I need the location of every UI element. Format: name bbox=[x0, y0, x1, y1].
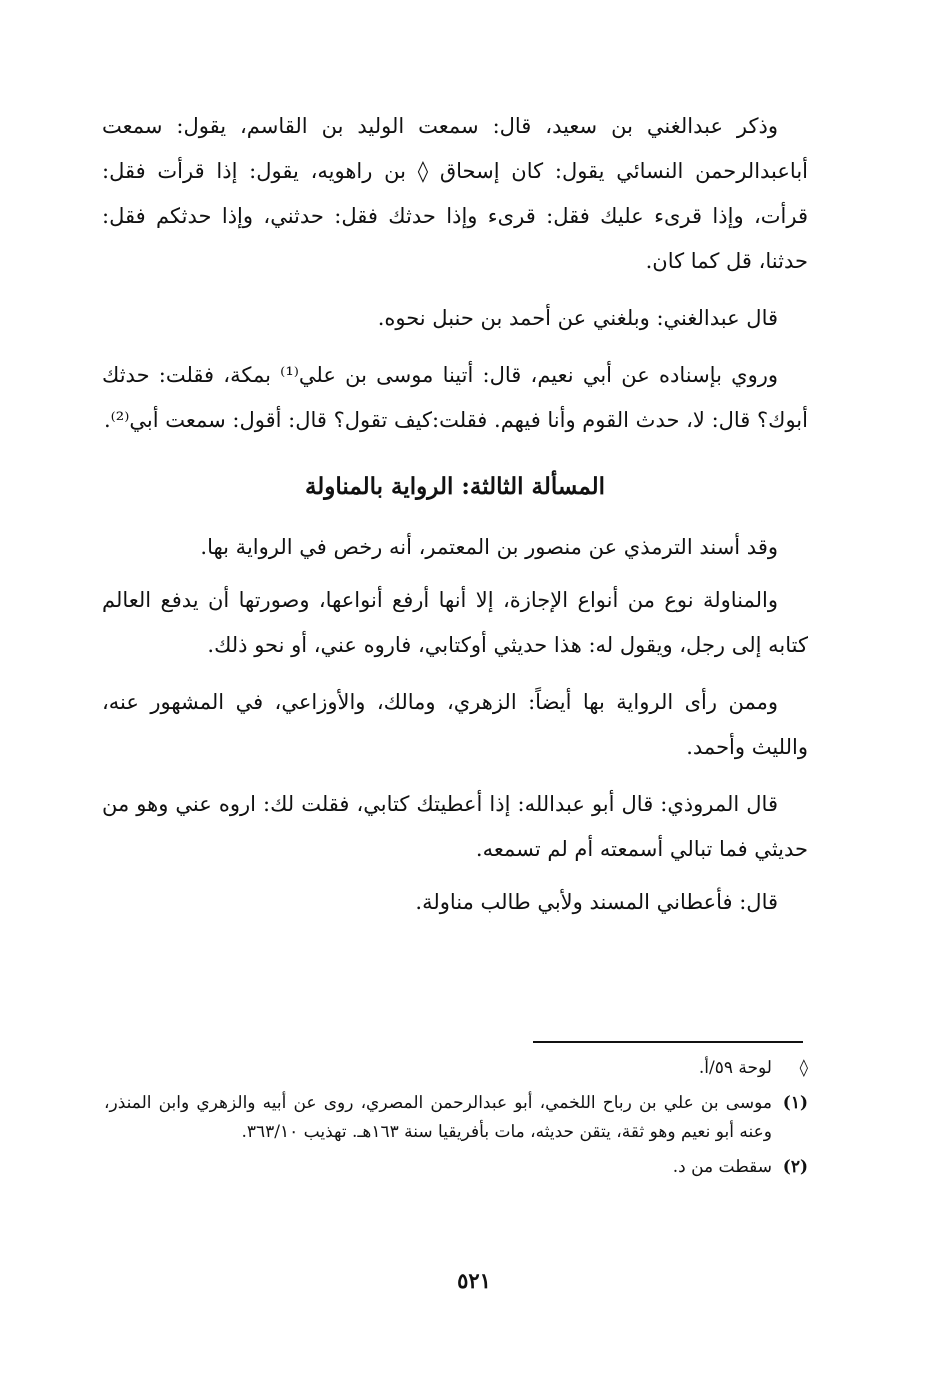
paragraph-tirmidhi: وقد أسند الترمذي عن منصور بن المعتمر، أنه رخص في الرواية بها. bbox=[200, 535, 778, 559]
footnote-separator bbox=[533, 1041, 803, 1043]
footnote-item bbox=[104, 1089, 808, 1147]
footnote-text: سقطت من د. bbox=[672, 1157, 772, 1177]
paragraph-scholars-list: وممن رأى الرواية بها أيضاً: الزهري، ومالك، والأوزاعي، في المشهور عنه، والليث وأحمد. bbox=[102, 690, 808, 759]
page-number: ٥٢١ bbox=[457, 1268, 491, 1293]
paragraph-musnad: قال: فأعطاني المسند ولأبي طالب مناولة. bbox=[415, 890, 778, 914]
paragraph-ahmad-narration: قال عبدالغني: وبلغني عن أحمد بن حنبل نحوه. bbox=[377, 306, 778, 330]
main-text bbox=[102, 104, 808, 937]
footnote-marker: ◊ bbox=[799, 1058, 808, 1078]
footnote-marker: (٢) bbox=[782, 1157, 808, 1177]
footnote-marker: (١) bbox=[782, 1093, 808, 1113]
paragraph-marwadhi: قال المروذي: قال أبو عبدالله: إذا أعطيتك كتابي، فقلت لك: اروه عني وهو من حديثي فما تبالي أسمعته أم لم تسمعه. bbox=[102, 792, 808, 861]
paragraph-abdulghani-narration: وذكر عبدالغني بن سعيد، قال: سمعت الوليد بن القاسم، يقول: سمعت أباعبدالرحمن النسائي يقول: كان إسحاق ◊ بن راهويه، يقول: إذا قرأت فقل: قرأت، وإذا قرىء عليك فقل: قرىء وإذا حدثك فقل: حدثني، وإذا حدثكم فقل: حدثنا، قل كما كان. bbox=[102, 114, 808, 273]
paragraph-munawala-definition: والمناولة نوع من أنواع الإجازة، إلا أنها أرفع أنواعها، وصورتها أن يدفع العالم كتابه إلى رجل، ويقول له: هذا حديثي أوكتابي، فاروه عني، أو نحو ذلك. bbox=[102, 588, 808, 657]
paragraph-abu-nuaim-narration: وروي بإسناده عن أبي نعيم، قال: أتينا موسى بن علي⁽¹⁾ بمكة، فقلت: حدثك أبوك؟ قال: لا، حدث القوم وأنا فيهم. فقلت:كيف تقول؟ قال: أقول: سمعت أبي⁽²⁾. bbox=[102, 363, 808, 432]
footnote-text: موسى بن علي بن رباح اللخمي، أبو عبدالرحمن المصري، روى عن أبيه والزهري وابن المنذر، وعنه أبو نعيم وهو ثقة، يتقن حديثه، مات بأفريقيا سنة ١٦٣هـ. تهذيب ٣٦٣/١٠. bbox=[104, 1093, 772, 1142]
footnote-text: لوحة ٥٩/أ. bbox=[698, 1058, 772, 1078]
section-heading: المسألة الثالثة: الرواية بالمناولة bbox=[304, 473, 606, 500]
footnote-item bbox=[104, 1153, 808, 1182]
footnotes bbox=[104, 1054, 808, 1188]
footnote-item bbox=[104, 1054, 808, 1083]
